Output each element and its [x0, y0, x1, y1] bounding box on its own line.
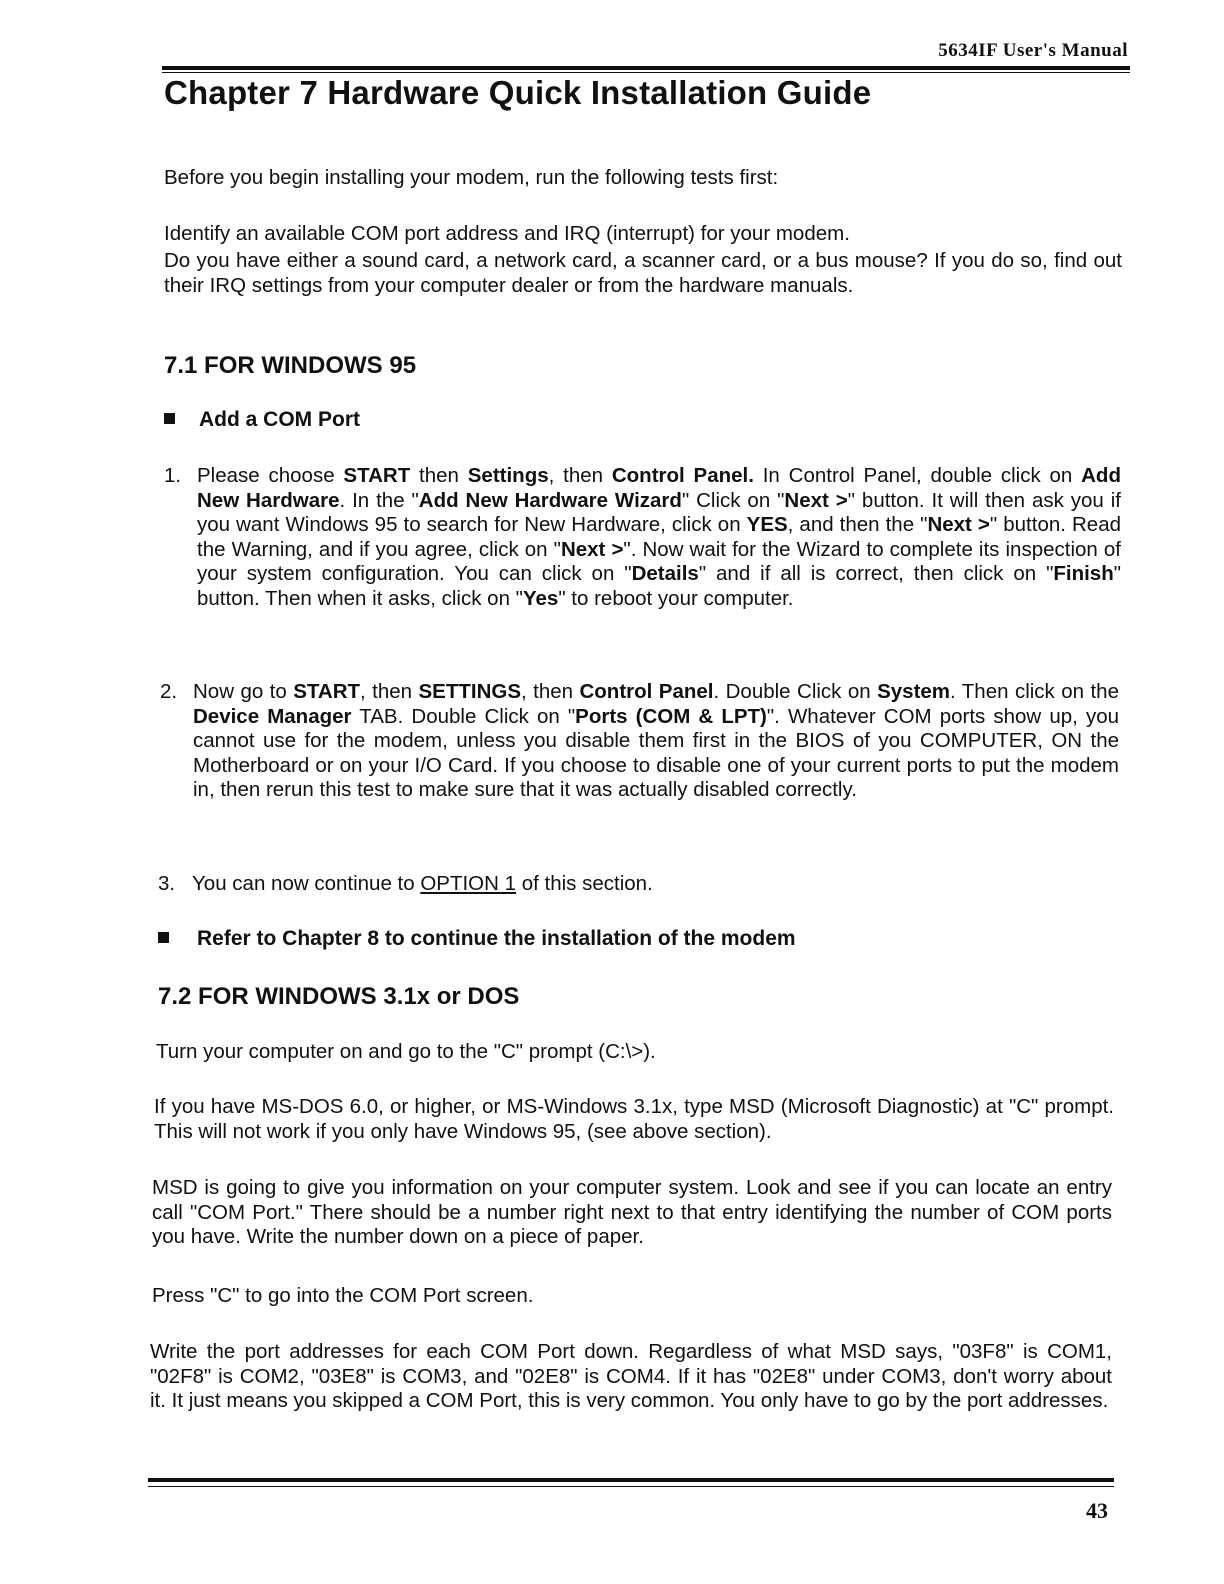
bullet-square-icon: [164, 413, 175, 424]
chapter-title: Chapter 7 Hardware Quick Installation Guide: [164, 74, 872, 111]
bullet-label: Add a COM Port: [199, 408, 360, 431]
intro-item-com-port: Identify an available COM port address and IRQ (interrupt) for your modem.: [164, 222, 850, 245]
footer-rule: [148, 1478, 1114, 1482]
step-number: 1.: [164, 464, 182, 487]
step-1-text: Please choose START then Settings, then Control Panel. In Control Panel, double click on Add New Hardware. In the "Add New Hardware Wizard" Click on "Next >" button. It will then ask you if you want Windows 95 to search for New Hardware, click on YES, and then the "Next >" button. Read the Warning, and if you agree, click on "Next >". Now wait for the Wizard to complete its inspection of your system configuration. You can click on "Details" and if all is correct, then click on "Finish" button. Then when it asks, click on "Yes" to reboot your computer.: [197, 464, 1121, 610]
intro-item-irq: Do you have either a sound card, a network card, a scanner card, or a bus mouse? If you do so, find out their IRQ settings from your computer dealer or from the hardware manuals.: [164, 249, 1122, 297]
step-2-text: Now go to START, then SETTINGS, then Control Panel. Double Click on System. Then click on the Device Manager TAB. Double Click on "Ports (COM & LPT)". Whatever COM ports show up, you cannot use for the modem, unless you disable them first in the BIOS of you COMPUTER, ON the Motherboard or on your I/O Card. If you choose to disable one of your current ports to put the modem in, then rerun this test to make sure that it was actually disabled correctly.: [193, 680, 1119, 801]
step-number: 2.: [160, 680, 178, 703]
manual-title: 5634IF User's Manual: [938, 40, 1128, 61]
section-72-para-2: If you have MS-DOS 6.0, or higher, or MS-Windows 3.1x, type MSD (Microsoft Diagnostic) at "C" prompt. This will not work if you only have Windows 95, (see above section).: [154, 1095, 1114, 1143]
section-72-para-1: Turn your computer on and go to the "C" prompt (C:\>).: [156, 1040, 656, 1063]
bullet-add-com-port: [164, 408, 360, 432]
bullet-refer-chapter-8: [158, 927, 796, 951]
footer-rule-thin: [148, 1486, 1114, 1487]
step-3-text: You can now continue to OPTION 1 of this section.: [192, 872, 653, 895]
section-72-para-4: Press "C" to go into the COM Port screen.: [152, 1284, 534, 1307]
intro-line: Before you begin installing your modem, run the following tests first:: [164, 166, 779, 189]
bullet-square-icon: [158, 932, 169, 943]
section-72-title: 7.2 FOR WINDOWS 3.1x or DOS: [158, 983, 520, 1010]
step-number: 3.: [158, 872, 176, 895]
page-number: 43: [1086, 1498, 1108, 1523]
section-72-para-3: MSD is going to give you information on your computer system. Look and see if you can locate an entry call "COM Port." There should be a number right next to that entry identifying the number of COM ports you have. Write the number down on a piece of paper.: [152, 1176, 1112, 1248]
section-72-para-5: Write the port addresses for each COM Port down. Regardless of what MSD says, "03F8" is COM1, "02F8" is COM2, "03E8" is COM3, and "02E8" is COM4. If it has "02E8" under COM3, don't worry about it. It just means you skipped a COM Port, this is very common. You only have to go by the port addresses.: [150, 1340, 1112, 1412]
header-rule-thin: [162, 72, 1130, 73]
section-71-title: 7.1 FOR WINDOWS 95: [164, 352, 417, 379]
option-1-link[interactable]: OPTION 1: [420, 872, 517, 895]
bullet-label: Refer to Chapter 8 to continue the installation of the modem: [197, 927, 796, 950]
header-rule: [162, 66, 1130, 70]
